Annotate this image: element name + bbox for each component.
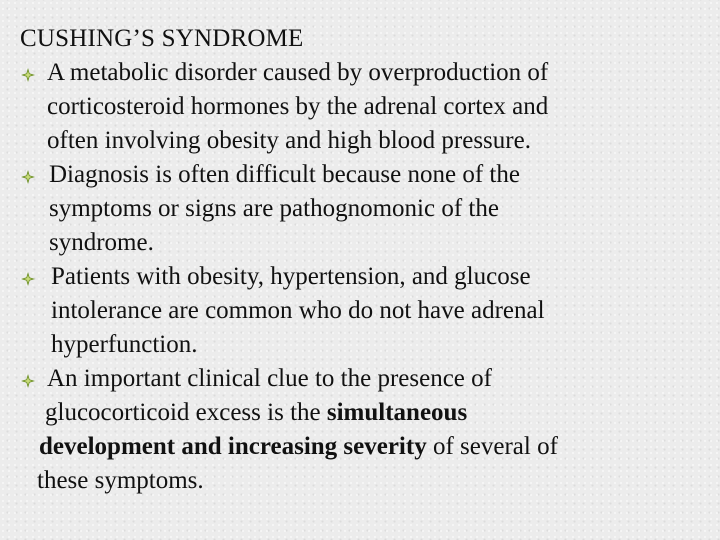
bullet-text-normal: glucocorticoid excess is the — [45, 399, 327, 426]
bullet-line: intolerance are common who do not have adrenal — [51, 297, 545, 324]
bullet-text-bold: simultaneous — [326, 399, 468, 426]
bullet-list — [20, 56, 710, 498]
bullet-line: often involving obesity and high blood pressure. — [47, 127, 531, 154]
diamond-bullet-icon — [20, 260, 36, 294]
bullet-text — [20, 158, 710, 260]
bullet-item — [20, 362, 710, 498]
bullet-line: A metabolic disorder caused by overproduction of — [47, 59, 549, 86]
bullet-line: these symptoms. — [37, 467, 204, 494]
bullet-line: syndrome. — [49, 229, 154, 256]
bullet-line: An important clinical clue to the presence of — [47, 365, 492, 392]
bullet-text — [20, 362, 710, 498]
bullet-line: Patients with obesity, hypertension, and glucose — [51, 263, 531, 290]
diamond-bullet-icon — [20, 362, 36, 396]
bullet-line: corticosteroid hormones by the adrenal cortex and — [47, 93, 549, 120]
bullet-line: hyperfunction. — [51, 331, 198, 358]
bullet-text — [20, 56, 710, 158]
slide-title: CUSHING’S SYNDROME — [20, 25, 304, 52]
bullet-text-bold: development and increasing severity — [39, 433, 427, 460]
bullet-text — [20, 260, 710, 362]
bullet-line — [39, 430, 710, 464]
diamond-bullet-icon — [20, 158, 36, 192]
bullet-item — [20, 158, 710, 260]
bullet-line: symptoms or signs are pathognomonic of the — [49, 195, 499, 222]
bullet-text-normal: of several of — [426, 433, 558, 460]
bullet-item — [20, 260, 710, 362]
diamond-bullet-icon — [20, 56, 36, 90]
bullet-line — [45, 396, 710, 430]
bullet-line: Diagnosis is often difficult because none of the — [49, 161, 520, 188]
bullet-item — [20, 56, 710, 158]
